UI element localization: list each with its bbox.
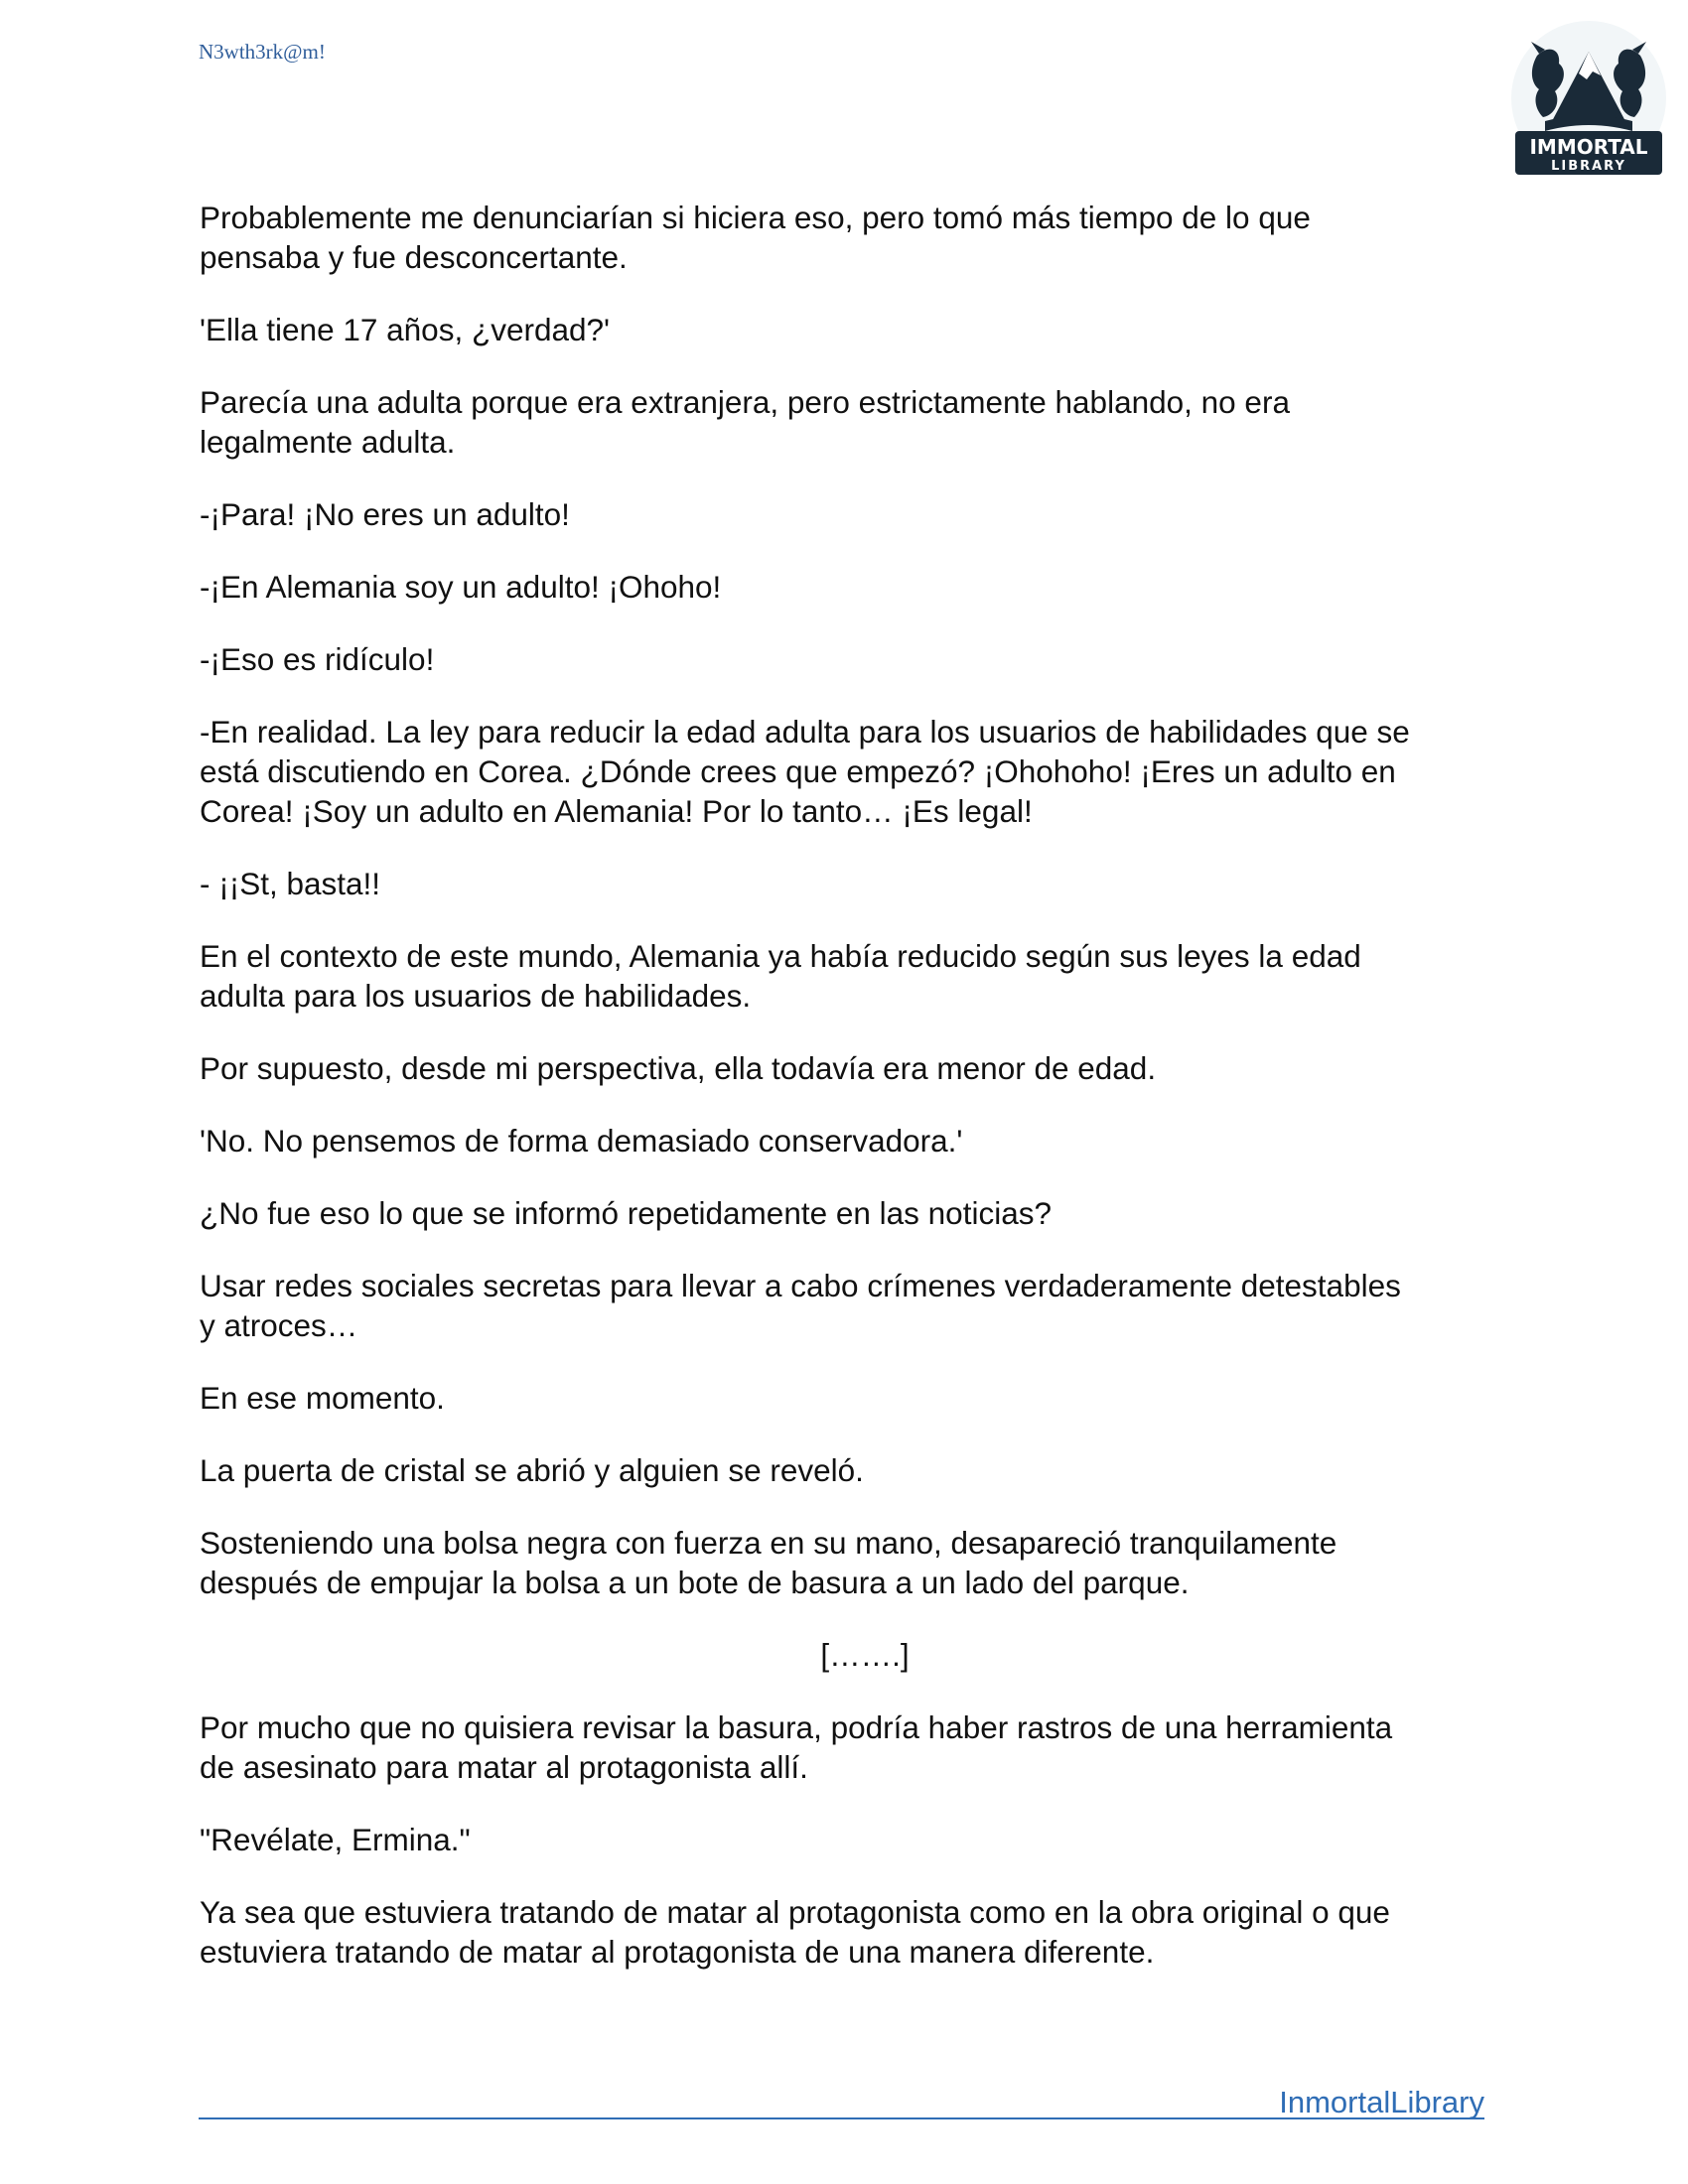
paragraph: Probablemente me denunciarían si hiciera eso, pero tomó más tiempo de lo que pensaba y fue desconcertante. bbox=[200, 200, 1311, 275]
paragraph: En el contexto de este mundo, Alemania ya había reducido según sus leyes la edad adulta para los usuarios de habilidades. bbox=[200, 938, 1361, 1014]
paragraph: -¡Eso es ridículo! bbox=[200, 641, 435, 677]
logo-emblem-icon bbox=[1509, 14, 1668, 183]
paragraph: -¡Para! ¡No eres un adulto! bbox=[200, 496, 570, 532]
paragraph: -¡En Alemania soy un adulto! ¡Ohoho! bbox=[200, 569, 722, 605]
paragraph: Usar redes sociales secretas para llevar a cabo crímenes verdaderamente detestables y atroces… bbox=[200, 1268, 1401, 1343]
paragraph: "Revélate, Ermina." bbox=[200, 1822, 471, 1857]
footer-link[interactable]: InmortalLibrary bbox=[1279, 2085, 1484, 2119]
header-tag: N3wth3rk@m! bbox=[199, 40, 326, 64]
paragraph: Por mucho que no quisiera revisar la basura, podría haber rastros de una herramienta de asesinato para matar al protagonista allí. bbox=[200, 1709, 1393, 1785]
immortal-library-logo bbox=[1509, 14, 1668, 183]
paragraph: - ¡¡St, basta!! bbox=[200, 866, 381, 901]
paragraph: 'No. No pensemos de forma demasiado conservadora.' bbox=[200, 1123, 963, 1159]
logo-line2: LIBRARY bbox=[1551, 159, 1626, 174]
paragraph: Sosteniendo una bolsa negra con fuerza en su mano, desapareció tranquilamente después de empujar la bolsa a un bote de basura a un lado del parque. bbox=[200, 1525, 1337, 1600]
paragraph: 'Ella tiene 17 años, ¿verdad?' bbox=[200, 312, 611, 347]
paragraph: Parecía una adulta porque era extranjera, pero estrictamente hablando, no era legalmente adulta. bbox=[200, 384, 1290, 460]
logo-line1: IMMORTAL bbox=[1529, 135, 1648, 159]
section-break: […….] bbox=[820, 1637, 910, 1673]
paragraph: La puerta de cristal se abrió y alguien se reveló. bbox=[200, 1452, 864, 1488]
paragraph: -En realidad. La ley para reducir la edad adulta para los usuarios de habilidades que se está discutiendo en Corea. ¿Dónde crees que empezó? ¡Ohohoho! ¡Eres un adulto en Corea! ¡Soy un adulto en Alemania! Por lo tanto… ¡Es legal! bbox=[200, 714, 1410, 829]
paragraph: Ya sea que estuviera tratando de matar al protagonista como en la obra original o que estuviera tratando de matar al protagonista de una manera diferente. bbox=[200, 1894, 1390, 1970]
paragraph: ¿No fue eso lo que se informó repetidamente en las noticias? bbox=[200, 1195, 1052, 1231]
paragraph: Por supuesto, desde mi perspectiva, ella todavía era menor de edad. bbox=[200, 1050, 1157, 1086]
document-body bbox=[200, 198, 1490, 2004]
paragraph: En ese momento. bbox=[200, 1380, 445, 1416]
